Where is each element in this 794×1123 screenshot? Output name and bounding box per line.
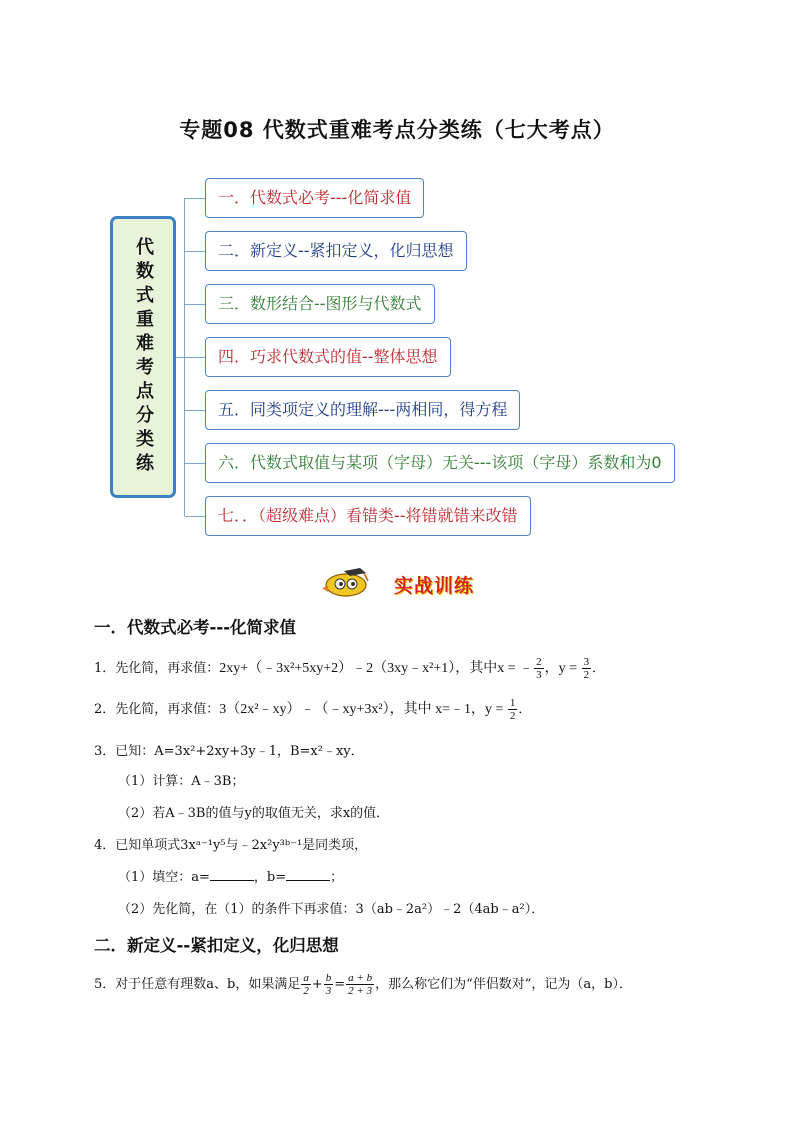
section-heading: 一．代数式必考---化简求值 bbox=[94, 618, 297, 637]
mindmap-connector bbox=[185, 198, 205, 199]
fraction: $\frac{3}{2}$ bbox=[583, 656, 590, 681]
mindmap-connector bbox=[185, 410, 205, 411]
mindmap-node-5: 五．同类项定义的理解---两相同，得方程 bbox=[205, 390, 520, 430]
problem-3-q2: （2）若A﹣3B的值与y的取值无关，求x的值． bbox=[118, 806, 390, 821]
problem-5: 5．对于任意有理数a、b，如果满足 $\frac{a}{2}$ + $\frac{b}{3}$ = $\frac{a + b}{2 + 3}$ ，那么称它们为“伴侣数对”，记为（a，b）． bbox=[94, 972, 632, 997]
problem-3: 3．已知：A=3x²+2xy+3y﹣1，B=x²﹣xy． bbox=[94, 744, 364, 759]
problem-4-q1: （1）填空：a= ，b= ； bbox=[118, 870, 344, 885]
mindmap-root bbox=[110, 216, 176, 498]
problem-1: 1．先化简，再求值：2xy+（﹣3x²+5xy+2）﹣2（3xy﹣x²+1），其中x = ﹣ $\frac{2}{3}$ ，y = $\frac{3}{2}$ ． bbox=[94, 656, 606, 681]
problem-3-q1: （1）计算：A﹣3B； bbox=[118, 774, 245, 789]
mascot-icon bbox=[316, 568, 376, 600]
practice-banner bbox=[316, 566, 474, 602]
answer-blank-a[interactable] bbox=[210, 868, 254, 881]
problem-2: 2．先化简，再求值：3（2x²﹣xy）﹣（﹣xy+3x²），其中 x=﹣1，y = $\frac{1}{2}$ ． bbox=[94, 697, 532, 722]
mindmap-connector bbox=[185, 251, 205, 252]
section-heading: 二．新定义--紧扣定义，化归思想 bbox=[94, 936, 339, 955]
banner-title: 实战训练 bbox=[394, 574, 475, 597]
mindmap-node-6: 六．代数式取值与某项（字母）无关---该项（字母）系数和为0 bbox=[205, 443, 675, 483]
mindmap-connector bbox=[185, 516, 205, 517]
mindmap-node-2: 二．新定义--紧扣定义，化归思想 bbox=[205, 231, 467, 271]
problem-4-q2: （2）先化简，在（1）的条件下再求值：3（ab﹣2a²）﹣2（4ab﹣a²）． bbox=[118, 902, 545, 917]
mindmap-connector bbox=[185, 463, 205, 464]
fraction: $\frac{a + b}{2 + 3}$ bbox=[348, 972, 373, 997]
fraction: $\frac{1}{2}$ bbox=[509, 697, 516, 722]
mindmap-node-1: 一．代数式必考---化简求值 bbox=[205, 178, 424, 218]
fraction: $\frac{a}{2}$ bbox=[303, 972, 309, 997]
problem-4: 4．已知单项式3xᵃ⁻¹y⁵与﹣2x²y³ᵇ⁻¹是同类项， bbox=[94, 838, 368, 853]
fraction: $\frac{b}{3}$ bbox=[325, 972, 332, 997]
mindmap-root-label: 代数式重难考点分类练 bbox=[133, 237, 154, 477]
mindmap-node-4: 四．巧求代数式的值--整体思想 bbox=[205, 337, 451, 377]
page-title: 专题08 代数式重难考点分类练（七大考点） bbox=[179, 118, 615, 142]
mindmap-node-3: 三．数形结合--图形与代数式 bbox=[205, 284, 435, 324]
mindmap-connector bbox=[185, 357, 205, 358]
mindmap-node-7: 七．．（超级难点）看错类--将错就错来改错 bbox=[205, 496, 531, 536]
mindmap-connector bbox=[185, 304, 205, 305]
fraction: $\frac{2}{3}$ bbox=[536, 656, 542, 681]
answer-blank-b[interactable] bbox=[286, 868, 330, 881]
